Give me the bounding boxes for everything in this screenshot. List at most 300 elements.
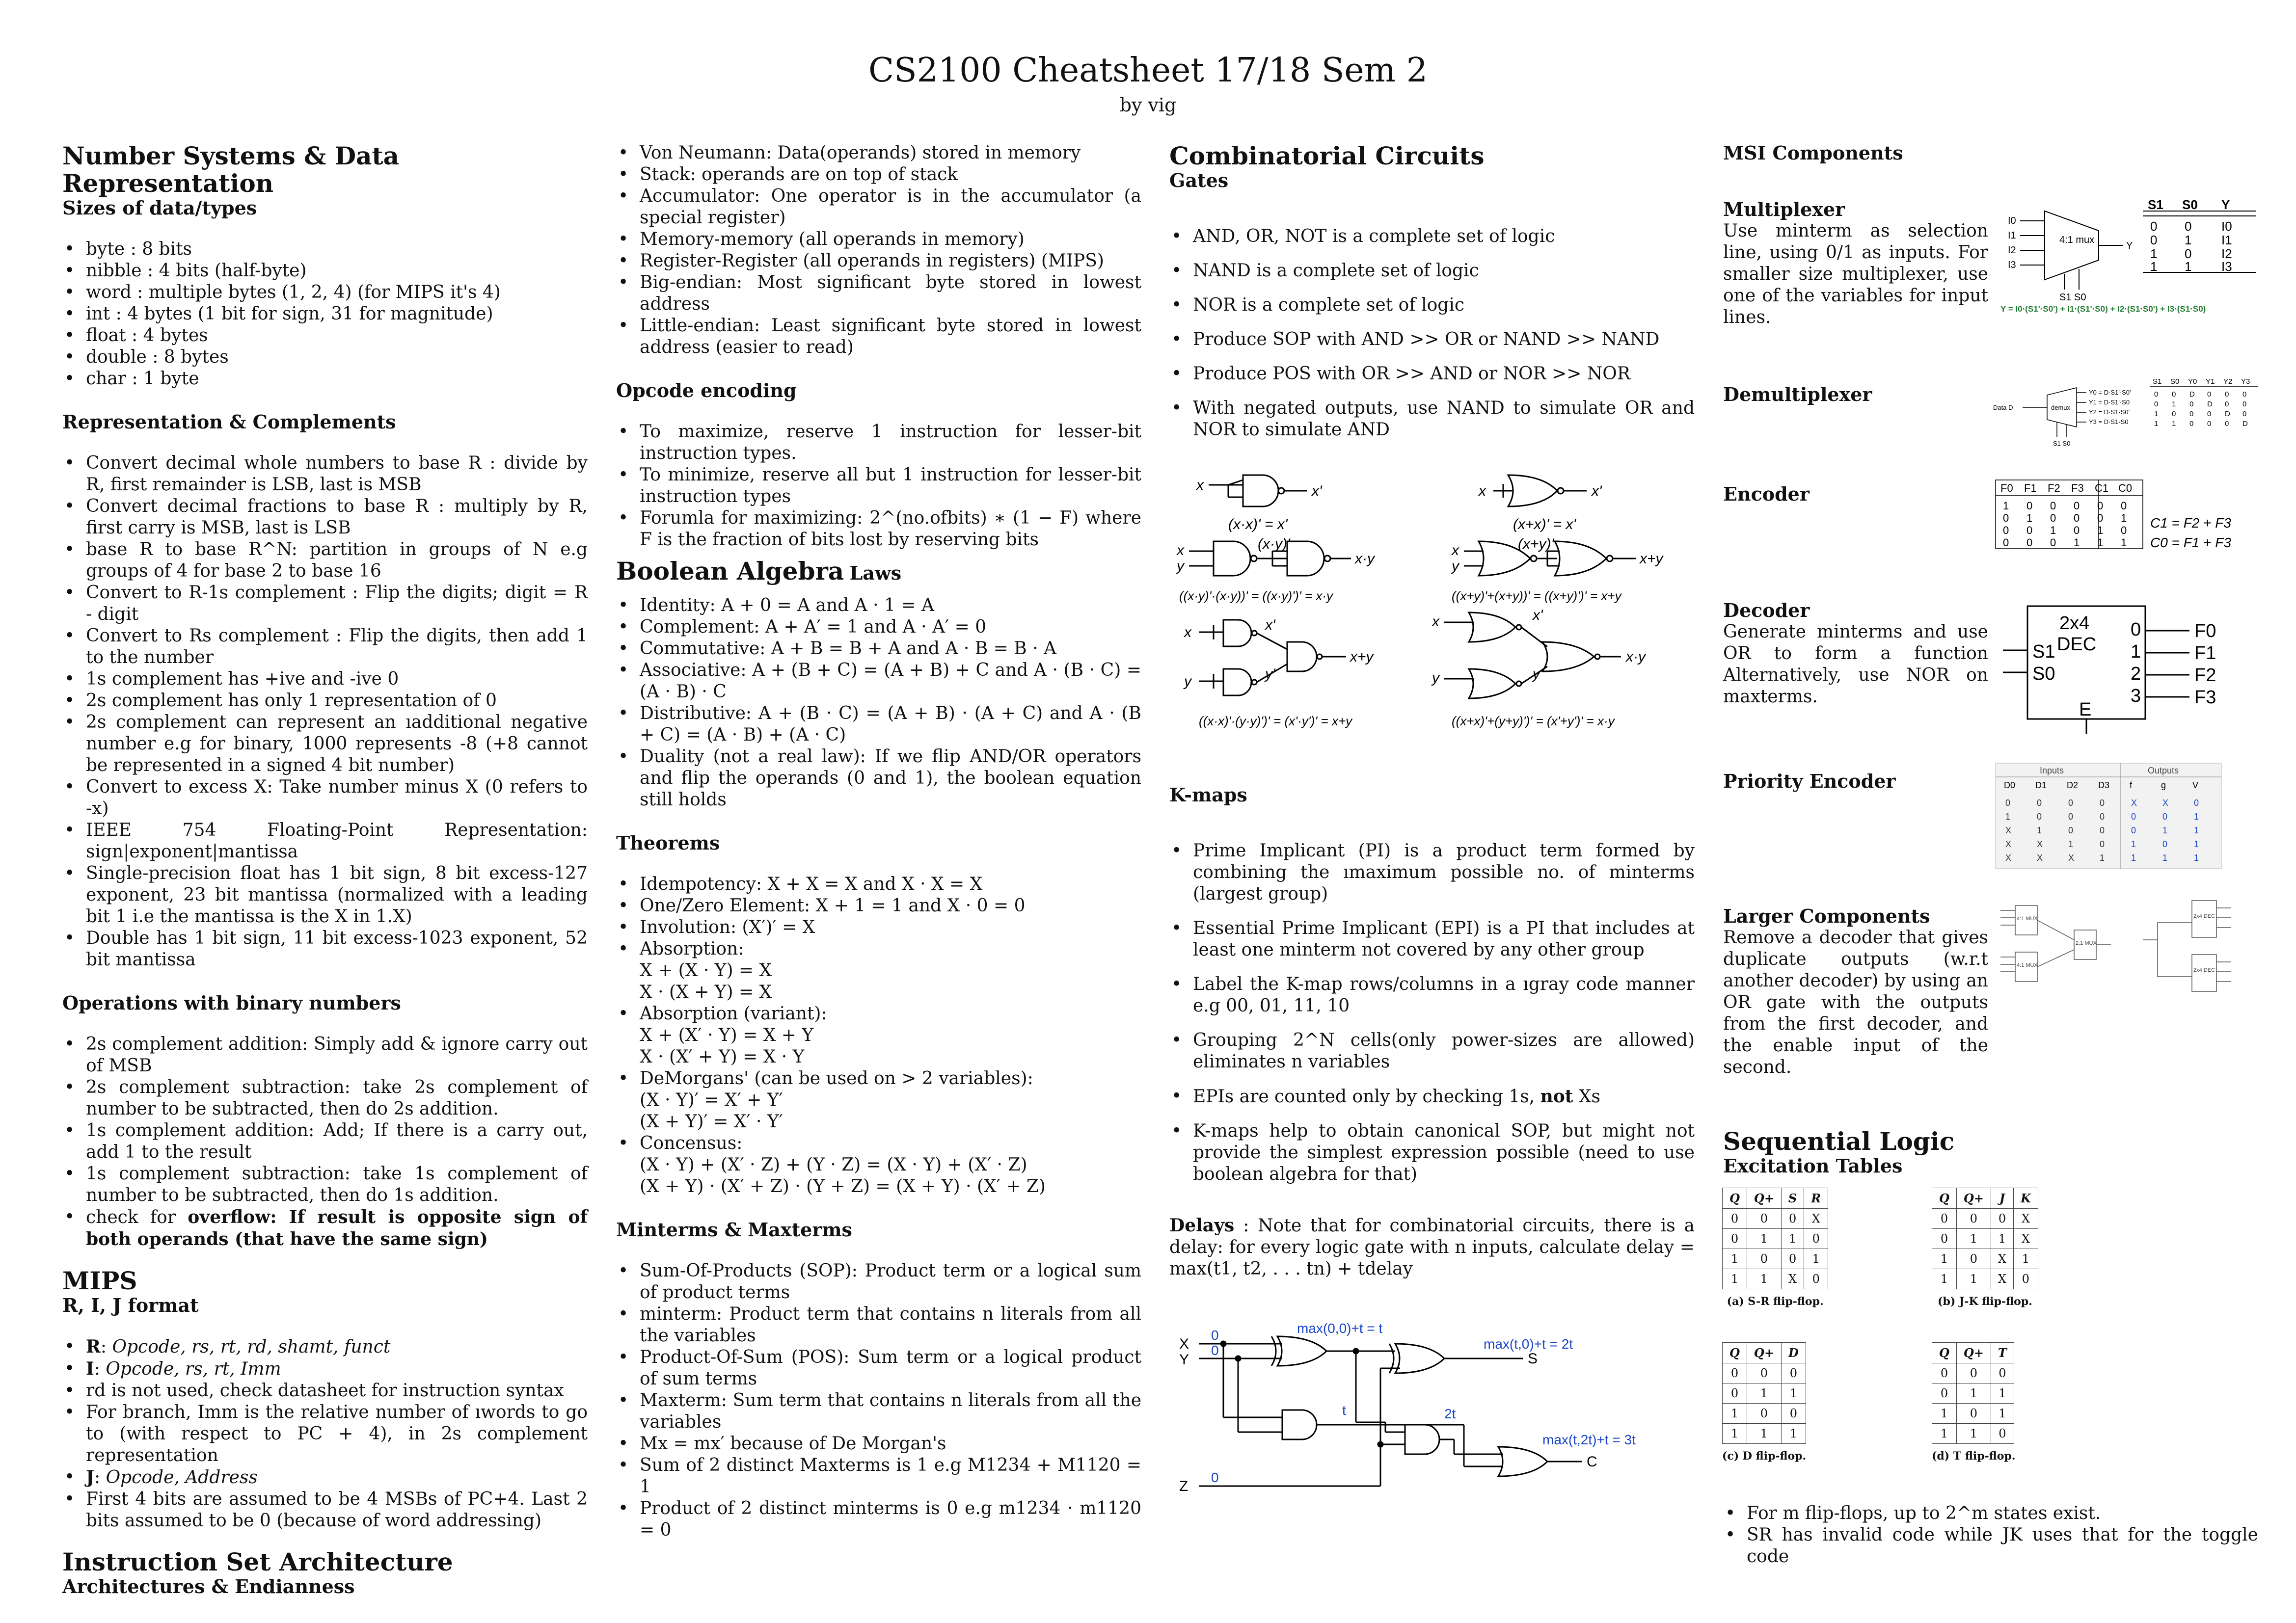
table-row <box>1932 1384 2014 1404</box>
table-header-cell: Q <box>1932 1188 1957 1209</box>
mux-input: I3 <box>2008 260 2016 270</box>
demux-table-cell: 0 <box>2225 390 2229 399</box>
priority-table-cell: 0 <box>2037 798 2042 808</box>
caption-nand-not: (x·x)' = x' <box>1228 516 1288 532</box>
format-label-i: I <box>86 1358 94 1379</box>
demux-table-cell: 0 <box>2172 410 2176 418</box>
list-item: • Little-endian: Least significant byte stored in lowest address (easier to read) <box>616 315 1141 358</box>
encoder-table-cell: 0 <box>2003 536 2009 549</box>
priority-table-cell: 1 <box>2131 839 2136 849</box>
list-item: • base R to base R^N: partition in groups of N e.g groups of 4 for base 2 to base 16 <box>62 539 588 582</box>
priority-encoder-block <box>1723 771 1988 792</box>
format-label-j: J <box>86 1467 95 1488</box>
encoder-table-cell: 1 <box>2121 512 2127 524</box>
list-item: • Convert to R-1s complement : Flip the digits; digit = R - digit <box>62 582 588 625</box>
universal-gates-diagram <box>1169 460 1695 774</box>
priority-table-cell: 1 <box>2194 839 2199 849</box>
priority-table-cell: 1 <box>2162 825 2168 835</box>
encoder-table-cell: 0 <box>2074 524 2080 536</box>
demux-table-cell: 0 <box>2189 420 2194 428</box>
list-item: • Maxterm: Sum term that contains n literals from all the variables <box>616 1390 1141 1433</box>
sequential-logic-block <box>1723 1128 2263 1177</box>
sr-excitation-table <box>1722 1188 1828 1289</box>
priority-table-cell: 0 <box>2131 825 2136 835</box>
demux-diagram <box>1993 373 2268 452</box>
list-item <box>616 938 1141 1003</box>
table-cell: 1 <box>1956 1269 1991 1289</box>
list-item: • Distributive: A + (B · C) = (A + B) · (A + C) and A · (B + C) = (A · B) + (A · C) <box>616 703 1141 746</box>
table-cell: 0 <box>1991 1363 2014 1384</box>
subsection-format: R, I, J format <box>62 1294 199 1316</box>
priority-table-head: D2 <box>2067 780 2079 790</box>
table-cell: 0 <box>1781 1404 1806 1424</box>
list-item: • To minimize, reserve all but 1 instruction for lesser-bit instruction types <box>616 464 1141 507</box>
mux-table-head: S0 <box>2182 197 2198 212</box>
section-combinatorial: Combinatorial Circuits <box>1169 141 1485 170</box>
list-item: • int : 4 bytes (1 bit for sign, 31 for magnitude) <box>62 303 588 325</box>
demorgan-line: (X + Y)′ = X′ · Y′ <box>640 1112 783 1132</box>
subsection-excitation: Excitation Tables <box>1723 1155 1903 1177</box>
table-cell: 0 <box>1747 1363 1781 1384</box>
demux-table-cell: D <box>2242 420 2248 428</box>
larger-mux2-label: 2:1 MUX <box>2076 940 2097 946</box>
column-1 <box>62 142 588 1617</box>
priority-inputs-label: Inputs <box>2040 766 2064 775</box>
encoder-table-cell: 0 <box>2003 512 2009 524</box>
delays-paragraph <box>1169 1215 1695 1280</box>
mux-cell: 1 <box>2185 259 2192 274</box>
list-item: • Produce POS with OR >> AND or NOR >> NOR <box>1169 363 1695 385</box>
decoder-select: S1 <box>2032 641 2055 662</box>
mux-cell: I3 <box>2221 259 2232 274</box>
list-item: • Double has 1 bit sign, 11 bit excess-1023 exponent, 52 bit mantissa <box>62 928 588 971</box>
demux-out: Y0 = D·S1'·S0' <box>2089 389 2131 396</box>
format-text-i: Opcode, rs, rt, Imm <box>106 1359 281 1379</box>
table-cell: 0 <box>1804 1269 1828 1289</box>
list-item: • word : multiple bytes (1, 2, 4) (for MIPS it's 4) <box>62 282 588 303</box>
table-row <box>1932 1229 2038 1249</box>
larger-dec-label: 2x4 DEC <box>2193 967 2215 973</box>
section-number-systems: Number Systems & Data Representation <box>62 141 399 198</box>
list-item: • 1s complement has +ive and -ive 0 <box>62 668 588 690</box>
table-cell: 1 <box>1723 1269 1747 1289</box>
table-header-row <box>1723 1343 1806 1363</box>
list-item: • 2s complement has only 1 representation of 0 <box>62 690 588 712</box>
priority-table-cell: X <box>2005 825 2012 835</box>
delay-xor1: max(0,0)+t = t <box>1297 1321 1383 1336</box>
encoder-table-cell: 0 <box>2050 536 2056 549</box>
larger-text: Remove a decoder that gives duplicate outputs (w.r.t another decoder) by using an OR gate with the outputs from the first decoder, and the enable input of the second. <box>1723 928 1988 1077</box>
list-item: • For m flip-flops, up to 2^m states exist. <box>1723 1503 2258 1524</box>
demux-table-cell: 0 <box>2189 410 2194 418</box>
encoder-table-cell: 1 <box>2074 536 2080 549</box>
list-item: • Sum of 2 distinct Maxterms is 1 e.g M1234 + M1120 = 1 <box>616 1455 1141 1498</box>
mux-input: I1 <box>2008 230 2016 241</box>
table-row <box>1723 1363 1806 1384</box>
list-item: • Single-precision float has 1 bit sign, 8 bit excess-127 exponent, 23 bit mantissa (normalized with a leading bit 1 i.e the mantissa is the X in 1.X) <box>62 863 588 928</box>
priority-table-cell: 0 <box>2068 798 2074 808</box>
encoder-table-head: C0 <box>2118 482 2133 494</box>
input-z: Z <box>1179 1478 1189 1494</box>
mux-cell: 0 <box>2150 233 2158 247</box>
table-cell: 1 <box>1932 1424 1957 1444</box>
decoder-name: 2x4 <box>2059 613 2090 634</box>
encoder-table-cell: 0 <box>2026 524 2033 536</box>
priority-table-cell: 1 <box>2005 812 2011 822</box>
list-item: • Commutative: A + B = B + A and A · B = B · A <box>616 638 1141 660</box>
decoder-enable: E <box>2079 699 2092 720</box>
table-header-cell: Q+ <box>1747 1343 1781 1363</box>
priority-table-cell: X <box>2037 853 2043 863</box>
encoder-table-cell: 0 <box>2003 524 2009 536</box>
larger-dec-label: 2x4 DEC <box>2193 913 2215 919</box>
mux-select: S1 S0 <box>2059 292 2086 303</box>
mux-cell: I2 <box>2221 246 2232 261</box>
encoder-table-cell: 1 <box>2050 524 2056 536</box>
priority-table-cell: 1 <box>2162 853 2168 863</box>
demorgan-line: (X · Y)′ = X′ + Y′ <box>640 1090 783 1110</box>
list-item: • Duality (not a real law): If we flip AND/OR operators and flip the operands (0 and 1), the boolean equation still holds <box>616 746 1141 811</box>
caption-nor-not: (x+x)' = x' <box>1513 516 1576 532</box>
demux-table-cell: D <box>2225 410 2230 418</box>
list-item-overflow <box>62 1206 588 1251</box>
demux-select: S1 S0 <box>2053 440 2071 447</box>
list-item: • Convert decimal whole numbers to base R : divide by R, first remainder is LSB, last is MSB <box>62 452 588 496</box>
priority-table-head: f <box>2130 780 2133 790</box>
absorption-label: Absorption: <box>640 939 744 959</box>
concensus-line: (X + Y) · (X′ + Z) · (Y + Z) = (X + Y) · (X′ + Z) <box>640 1176 1046 1197</box>
subsection-arch: Architectures & Endianness <box>62 1575 355 1597</box>
table-header-row <box>1723 1188 1828 1209</box>
priority-table-cell: 0 <box>2005 798 2011 808</box>
label-and-out: x·y <box>1626 649 1646 665</box>
table-cell: 1 <box>1747 1269 1781 1289</box>
table-row <box>1932 1424 2014 1444</box>
list-item: • 2s complement can represent an ıadditional negative number e.g for binary, 1000 represents -8 (+8 cannot be represented in a signed 4 bit number) <box>62 712 588 776</box>
boolean-heading <box>616 557 1141 585</box>
list-item: • J: Opcode, Address <box>62 1466 588 1489</box>
caption-nor-or: ((x+y)'+(x+y))' = ((x+y)')' = x+y <box>1452 588 1621 603</box>
t-table-wrap <box>1932 1342 2015 1463</box>
jk-excitation-table <box>1932 1188 2038 1289</box>
priority-table-cell: 0 <box>2037 812 2042 822</box>
label-y: y <box>1177 558 1184 574</box>
mux-cell: 1 <box>2150 246 2158 261</box>
subsection-operations: Operations with binary numbers <box>62 992 401 1014</box>
sr-table-wrap <box>1722 1188 1828 1308</box>
list-item: • R: Opcode, rs, rt, rd, shamt, funct <box>62 1336 588 1358</box>
list-item <box>616 1003 1141 1068</box>
table-cell: 1 <box>1991 1404 2014 1424</box>
decoder-out: F2 <box>2194 665 2216 686</box>
encoder-diagram <box>1993 476 2278 564</box>
demorgan-label: DeMorgans' (can be used on > 2 variables): <box>640 1068 1033 1089</box>
priority-table-cell: 1 <box>2194 825 2199 835</box>
list-item: • Product-Of-Sum (POS): Sum term or a logical product of sum terms <box>616 1347 1141 1390</box>
table-header-cell: Q+ <box>1956 1343 1991 1363</box>
demux-table-cell: 0 <box>2207 410 2212 418</box>
table-cell: 0 <box>1932 1384 1957 1404</box>
list-item: • To maximize, reserve 1 instruction for lesser-bit instruction types. <box>616 421 1141 464</box>
table-cell: X <box>2014 1229 2038 1249</box>
encoder-eq: C0 = F1 + F3 <box>2150 535 2231 550</box>
list-item: • Register-Register (all operands in registers) (MIPS) <box>616 250 1141 272</box>
priority-table-cell: X <box>2037 839 2043 849</box>
table-cell: 0 <box>1932 1363 1957 1384</box>
label-nor-mid: (x+y)' <box>1518 536 1554 552</box>
page-author: by vig <box>1119 94 1177 116</box>
table-cell: 1 <box>1956 1384 1991 1404</box>
delay-zero-x: 0 <box>1211 1328 1219 1343</box>
priority-table-cell: 1 <box>2194 853 2199 863</box>
table-cell: 1 <box>1723 1404 1747 1424</box>
decoder-num: 0 <box>2131 619 2141 640</box>
d-table-wrap <box>1722 1342 1806 1463</box>
label-xp: x' <box>1312 483 1322 499</box>
demux-table-cell: 0 <box>2154 400 2159 408</box>
table-header-cell: Q <box>1723 1343 1747 1363</box>
delay-zero-z: 0 <box>1211 1470 1219 1485</box>
priority-table-cell: X <box>2068 853 2075 863</box>
table-header-cell: Q+ <box>1956 1188 1991 1209</box>
label-xp: x' <box>1533 607 1543 623</box>
demux-table-cell: D <box>2189 390 2195 399</box>
absorption-line: X + (X · Y) = X <box>640 960 772 981</box>
demux-table-head: S0 <box>2170 377 2180 386</box>
mux-diagram <box>2000 191 2275 319</box>
list-item: • Grouping 2^N cells(only power-sizes are allowed) eliminates n variables <box>1169 1030 1695 1073</box>
list-representation <box>62 452 588 971</box>
table-cell: 1 <box>1932 1249 1957 1269</box>
demux-table-head: Y1 <box>2206 377 2215 386</box>
decoder-out: F0 <box>2194 621 2216 641</box>
list-architectures <box>616 142 1141 358</box>
list-sizes <box>62 239 588 390</box>
mux-cell: 1 <box>2185 233 2192 247</box>
priority-table-cell: 0 <box>2068 812 2074 822</box>
demux-table-cell: 0 <box>2242 400 2247 408</box>
list-item: • char : 1 byte <box>62 368 588 390</box>
label-x: x <box>1479 483 1486 499</box>
label-y: y <box>1432 670 1439 686</box>
list-item: • Complement: A + A′ = 1 and A · A′ = 0 <box>616 616 1141 638</box>
table-cell: 0 <box>2014 1269 2038 1289</box>
encoder-table-cell: 1 <box>2026 512 2033 524</box>
list-item: • 1s complement subtraction: take 1s complement of number to be subtracted, then do 1s addition. <box>62 1163 588 1206</box>
demux-out: Y1 = D·S1'·S0 <box>2089 399 2130 406</box>
priority-table-cell: 1 <box>2100 853 2105 863</box>
decoder-num: 2 <box>2131 664 2141 684</box>
list-gates <box>1169 226 1695 441</box>
label-x: x <box>1184 624 1191 640</box>
list-item: • Sum-Of-Products (SOP): Product term or a logical sum of product terms <box>616 1260 1141 1304</box>
list-item: • Idempotency: X + X = X and X · X = X <box>616 874 1141 895</box>
table-row <box>1723 1209 1828 1229</box>
list-opcode <box>616 421 1141 551</box>
demux-table-cell: 1 <box>2154 420 2159 428</box>
table-header-cell: Q <box>1932 1343 1957 1363</box>
list-item: • Prime Implicant (PI) is a product term formed by combining the ımaximum possible no. of minterms (largest group) <box>1169 840 1695 905</box>
priority-table-cell: X <box>2005 853 2012 863</box>
format-label-r: R <box>86 1336 101 1357</box>
list-item: • With negated outputs, use NAND to simulate OR and NOR to simulate AND <box>1169 398 1695 441</box>
priority-table-cell: 1 <box>2037 825 2042 835</box>
label-and-out: x·y <box>1355 551 1375 567</box>
table-cell: 1 <box>1991 1384 2014 1404</box>
list-item: • Von Neumann: Data(operands) stored in memory <box>616 142 1141 164</box>
t-excitation-table <box>1932 1342 2014 1444</box>
list-theorems <box>616 874 1141 1197</box>
encoder-table-cell: 0 <box>2097 500 2104 512</box>
encoder-table-cell: 0 <box>2026 536 2033 549</box>
demux-table-cell: D <box>2207 400 2213 408</box>
list-mips <box>62 1336 588 1532</box>
list-item: • 2s complement subtraction: take 2s complement of number to be subtracted, then do 2s addition. <box>62 1077 588 1120</box>
table-header-row <box>1932 1188 2038 1209</box>
delay-zero-y: 0 <box>1211 1343 1219 1358</box>
demux-table-cell: 0 <box>2189 400 2194 408</box>
priority-table-cell: 0 <box>2162 812 2168 822</box>
delay-circuit-diagram <box>1169 1304 1695 1511</box>
list-item: • Big-endian: Most significant byte stored in lowest address <box>616 272 1141 315</box>
priority-table-cell: 0 <box>2194 798 2199 808</box>
demux-table-head: Y0 <box>2188 377 2197 386</box>
delay-or: max(t,2t)+t = 3t <box>1542 1432 1636 1447</box>
encoder-table <box>2000 482 2132 549</box>
list-item: • nibble : 4 bits (half-byte) <box>62 260 588 282</box>
priority-table-cell: 1 <box>2194 812 2199 822</box>
overflow-rule: overflow: If result is opposite sign of both operands (that have the same sign) <box>86 1207 588 1250</box>
decoder-out: F3 <box>2194 687 2216 708</box>
table-header-cell: D <box>1781 1343 1806 1363</box>
table-cell: 1 <box>1747 1384 1781 1404</box>
table-cell: 1 <box>1932 1404 1957 1424</box>
demux-table-cell: 0 <box>2154 390 2159 399</box>
demux-table-cell: 1 <box>2172 420 2176 428</box>
demux-table-head: Y2 <box>2223 377 2233 386</box>
priority-encoder-table <box>1993 761 2229 874</box>
demux-out: Y2 = D·S1·S0' <box>2089 408 2130 416</box>
table-cell: 0 <box>1804 1229 1828 1249</box>
label-y: y <box>1184 673 1191 690</box>
output-c: C <box>1587 1454 1597 1470</box>
column-2 <box>616 142 1141 1541</box>
demux-data: Data D <box>1993 404 2013 411</box>
jk-caption: (b) J-K flip-flop. <box>1938 1295 2032 1308</box>
demux-table-cell: 0 <box>2242 390 2247 399</box>
absorption-variant-label: Absorption (variant): <box>640 1004 827 1024</box>
decoder-num: 1 <box>2131 641 2141 662</box>
list-item: • Accumulator: One operator is in the accumulator (a special register) <box>616 186 1141 229</box>
format-text-r: Opcode, rs, rt, rd, shamt, funct <box>112 1337 391 1357</box>
encoder-table-cell: 0 <box>2050 512 2056 524</box>
multiplexer-block <box>1723 199 1988 328</box>
priority-table-cell: 0 <box>2162 839 2168 849</box>
priority-table-head: D0 <box>2004 780 2016 790</box>
table-row <box>1932 1269 2038 1289</box>
priority-table-head: V <box>2192 780 2199 790</box>
list-item: • rd is not used, check datasheet for instruction syntax <box>62 1380 588 1402</box>
mux-title: Multiplexer <box>1723 198 1845 220</box>
demux-out: Y3 = D·S1·S0 <box>2089 418 2129 426</box>
list-item: • minterm: Product term that contains n literals from all the variables <box>616 1304 1141 1347</box>
epi-prefix: EPIs are counted only by checking 1s, <box>1193 1087 1540 1107</box>
list-item <box>616 1068 1141 1133</box>
list-item: • Convert decimal fractions to base R : multiply by R, first carry is MSB, last is LSB <box>62 496 588 539</box>
caption-nor-and: ((x+x)'+(y+y)')' = (x'+y')' = x·y <box>1452 714 1615 728</box>
table-cell: 0 <box>1781 1363 1806 1384</box>
encoder-table-cell: 0 <box>2050 500 2056 512</box>
list-item: • Convert to Rs complement : Flip the digits, then add 1 to the number <box>62 625 588 668</box>
encoder-table-head: F3 <box>2071 482 2084 494</box>
demux-table <box>2153 377 2250 428</box>
larger-components-block <box>1723 905 1988 1078</box>
table-cell: 0 <box>1956 1209 1991 1229</box>
delay-and1: t <box>1342 1403 1346 1418</box>
priority-table-cell: X <box>2131 798 2137 808</box>
table-cell: 0 <box>1723 1209 1747 1229</box>
demux-table-cell: 1 <box>2172 400 2176 408</box>
absorption-line: X · (X + Y) = X <box>640 982 772 1002</box>
table-cell: X <box>1804 1209 1828 1229</box>
table-row <box>1932 1363 2014 1384</box>
demux-table-cell: 1 <box>2154 410 2159 418</box>
table-row <box>1932 1249 2038 1269</box>
subsection-minterms: Minterms & Maxterms <box>616 1219 852 1241</box>
table-row <box>1932 1404 2014 1424</box>
priority-table-cell: X <box>2005 839 2012 849</box>
section-isa: Instruction Set Architecture <box>62 1547 453 1576</box>
caption-nand-or: ((x·x)'·(y·y)')' = (x'·y')' = x+y <box>1199 714 1352 728</box>
mux-text: Use minterm as selection line, using 0/1 as inputs. For smaller size multiplexer, use one of the variables for input lines. <box>1723 221 1988 327</box>
list-item: • Convert to excess X: Take number minus X (0 refers to -x) <box>62 776 588 820</box>
table-cell: 0 <box>1723 1363 1747 1384</box>
list-sequential <box>1723 1503 2258 1568</box>
label-x: x <box>1432 613 1439 630</box>
demux-table-cell: 0 <box>2242 410 2247 418</box>
absorption-variant-line: X + (X′ · Y) = X + Y <box>640 1025 814 1045</box>
concensus-line: (X · Y) + (X′ · Z) + (Y · Z) = (X · Y) + (X′ · Z) <box>640 1155 1027 1175</box>
table-cell: X <box>1991 1249 2013 1269</box>
priority-table-cell: 1 <box>2131 853 2136 863</box>
input-y: Y <box>1179 1352 1189 1368</box>
demux-table-cell: 0 <box>2207 390 2212 399</box>
larger-title: Larger Components <box>1723 905 1930 927</box>
encoder-table-head: F0 <box>2000 482 2013 494</box>
list-item: • K-maps help to obtain canonical SOP, but might not provide the simplest expression possible (need to use boolean algebra for that) <box>1169 1120 1695 1185</box>
list-item: • For branch, Imm is the relative number of ıwords to go to (with respect to PC + 4), in 2s complement representation <box>62 1402 588 1466</box>
table-header-row <box>1932 1343 2014 1363</box>
table-cell: 1 <box>1804 1249 1828 1269</box>
mux-table-head: Y <box>2221 197 2230 212</box>
list-item: • byte : 8 bits <box>62 239 588 260</box>
mux-label: 4:1 mux <box>2059 235 2095 245</box>
label-yp: y' <box>1265 666 1275 682</box>
table-cell: 0 <box>1723 1384 1747 1404</box>
subsection-theorems: Theorems <box>616 832 720 854</box>
encoder-table-cell: 1 <box>2097 524 2104 536</box>
list-item: • SR has invalid code while JK uses that for the toggle code <box>1723 1524 2258 1568</box>
demux-table-cell: 0 <box>2207 420 2212 428</box>
priority-encoder-title: Priority Encoder <box>1723 770 1896 792</box>
larger-mux-label: 4:1 MUX <box>2017 916 2038 922</box>
delay-and2: 2t <box>1444 1406 1456 1421</box>
list-item: • Involution: (X′)′ = X <box>616 917 1141 938</box>
list-operations <box>62 1034 588 1251</box>
list-item: • 1s complement addition: Add; If there is a carry out, add 1 to the result <box>62 1120 588 1163</box>
subsection-sizes: Sizes of data/types <box>62 197 257 219</box>
table-cell: 0 <box>1747 1209 1781 1229</box>
